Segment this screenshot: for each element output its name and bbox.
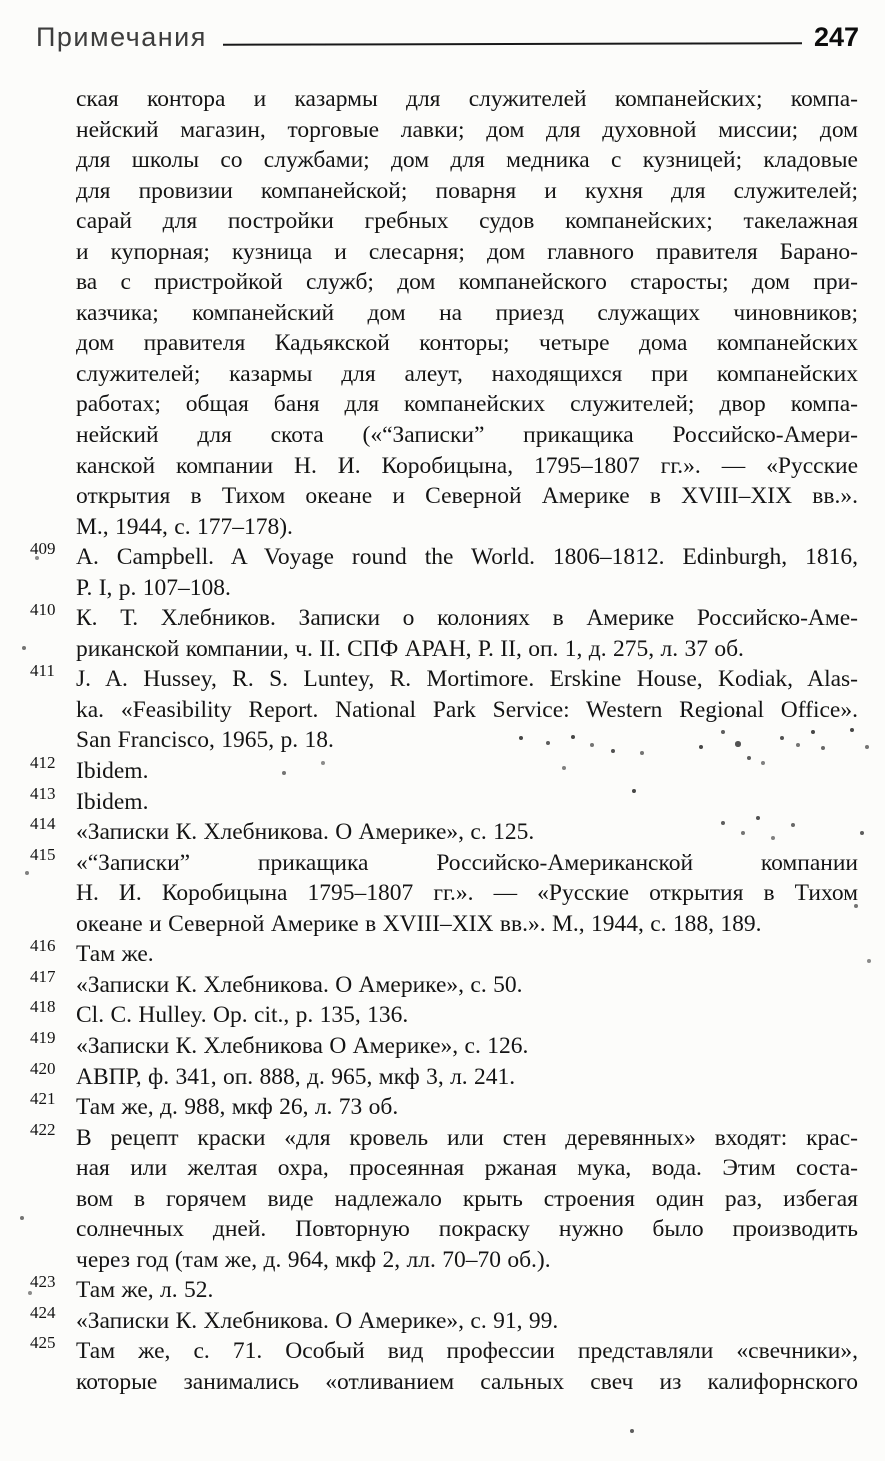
endnote-number: 418 <box>30 997 56 1017</box>
text-line: Н. И. Коробицына 1795–1807 гг.». — «Русские открытия в Тихом <box>76 880 858 907</box>
endnote-number: 422 <box>30 1119 56 1139</box>
endnote-410 <box>30 600 858 664</box>
endnote-415 <box>30 844 858 940</box>
text-line: нейский магазин, торговые лавки; дом для духовной миссии; дом <box>76 116 858 143</box>
endnote-number: 414 <box>30 814 56 834</box>
text-line: Ibidem. <box>76 788 149 815</box>
endnote-424 <box>30 1302 858 1337</box>
endnote-421 <box>30 1089 858 1123</box>
endnote-number: 421 <box>30 1089 56 1109</box>
text-line: нейский для скота («“Записки” прикащика Российско-Амери- <box>76 422 858 449</box>
endnote-number: 415 <box>30 844 56 864</box>
text-line: ная или желтая охра, просеянная ржаная мука, вода. Этим соста- <box>76 1155 858 1182</box>
continued-note-paragraph <box>76 84 858 542</box>
notes-text-block <box>30 84 858 1398</box>
text-line: открытия в Тихом океане и Северной Америке в XVIII–XIX вв.». <box>76 483 858 510</box>
endnote-number: 417 <box>30 966 56 986</box>
text-line: М., 1944, с. 177–178). <box>76 513 293 540</box>
text-line: работах; общая баня для компанейских служителей; двор компа- <box>76 391 858 418</box>
text-line: канской компании Н. И. Коробицына, 1795–1807 гг.». — «Русские <box>76 452 858 479</box>
text-line: К. Т. Хлебников. Записки о колониях в Америке Российско-Аме- <box>76 605 858 632</box>
endnote-416 <box>30 936 858 970</box>
endnote-420 <box>30 1058 858 1093</box>
endnote-number: 411 <box>30 661 55 681</box>
text-line: которые занимались «отливанием сальных свеч из калифорнского <box>76 1368 858 1395</box>
endnote-number: 409 <box>30 539 56 559</box>
endnote-412 <box>30 753 858 787</box>
text-line: океане и Северной Америке в XVIII–XIX вв.». М., 1944, с. 188, 189. <box>76 910 762 937</box>
endnote-423 <box>30 1272 858 1306</box>
endnote-414 <box>30 814 858 848</box>
text-line: сарай для постройки гребных судов компанейских; такелажная <box>76 208 858 235</box>
header-rule <box>223 42 802 46</box>
text-line: «Записки К. Хлебникова. О Америке», с. 50. <box>76 971 523 998</box>
endnote-number: 416 <box>30 936 56 956</box>
text-line: вом в горячем виде надлежало крыть строения один раз, избегая <box>76 1185 858 1212</box>
endnote-419 <box>30 1027 858 1062</box>
text-line: и купорная; кузница и слесарня; дом главного правителя Барано- <box>76 238 858 265</box>
text-line: ka. «Feasibility Report. National Park Service: Western Regional Office». <box>76 696 858 723</box>
text-line: ская контора и казармы для служителей компанейских; компа- <box>76 86 858 112</box>
text-line: J. A. Hussey, R. S. Luntey, R. Mortimore. Erskine House, Kodiak, Alas- <box>76 666 858 693</box>
text-line: «Записки К. Хлебникова. О Америке», с. 125. <box>76 819 535 846</box>
endnote-number: 425 <box>30 1333 56 1353</box>
text-line: казчика; компанейский дом на приезд служащих чиновников; <box>76 299 858 326</box>
endnote-417 <box>30 966 858 1001</box>
endnote-number: 423 <box>30 1272 56 1292</box>
text-line: «“Записки” прикащика Российско-Американской компании <box>76 849 858 876</box>
text-line: P. I, p. 107–108. <box>76 574 231 601</box>
endnote-number: 410 <box>30 600 56 620</box>
text-line: A. Campbell. A Voyage round the World. 1806–1812. Edinburgh, 1816, <box>76 544 858 571</box>
endnote-425 <box>30 1333 858 1397</box>
endnote-number: 419 <box>30 1027 56 1047</box>
endnote-number: 420 <box>30 1058 56 1078</box>
text-line: «Записки К. Хлебникова О Америке», с. 126. <box>76 1032 529 1059</box>
text-line: Cl. C. Hulley. Op. cit., p. 135, 136. <box>76 1002 409 1029</box>
running-header-title: Примечания <box>36 22 207 52</box>
text-line: для провизии компанейской; поварня и кухня для служителей; <box>76 177 858 204</box>
text-line: дом правителя Кадьякской конторы; четыре дома компанейских <box>76 330 858 357</box>
text-line: «Записки К. Хлебникова. О Америке», с. 91, 99. <box>76 1307 559 1334</box>
endnote-422 <box>30 1119 858 1276</box>
text-line: В рецепт краски «для кровель или стен деревянных» входят: крас- <box>76 1124 858 1151</box>
text-line: Ibidem. <box>76 758 149 785</box>
endnote-411 <box>30 661 858 756</box>
text-line: служителей; казармы для алеут, находящихся при компанейских <box>76 360 858 387</box>
text-line: через год (там же, д. 964, мкф 2, лл. 70–70 об.). <box>76 1246 551 1273</box>
text-line: риканской компании, ч. II. СПФ АРАН, Р. II, оп. 1, д. 275, л. 37 об. <box>76 635 744 662</box>
endnote-413 <box>30 783 858 818</box>
text-line: солнечных дней. Повторную покраску нужно было производить <box>76 1216 858 1243</box>
scan-noise-specks <box>0 0 2 2</box>
endnote-418 <box>30 997 858 1031</box>
text-line: Там же. <box>76 941 154 968</box>
text-line: Там же, с. 71. Особый вид профессии представляли «свечники», <box>76 1338 858 1365</box>
endnote-number: 412 <box>30 753 56 773</box>
text-line: для школы со службами; дом для медника с кузницей; кладовые <box>76 147 858 174</box>
page-number: 247 <box>813 22 859 52</box>
endnote-409 <box>30 539 858 603</box>
running-header <box>36 22 859 52</box>
endnote-number: 424 <box>30 1302 56 1322</box>
text-line: АВПР, ф. 341, оп. 888, д. 965, мкф 3, л. 241. <box>76 1063 516 1090</box>
text-line: San Francisco, 1965, p. 18. <box>76 727 334 754</box>
text-line: Там же, д. 988, мкф 26, л. 73 об. <box>76 1094 399 1121</box>
endnote-number: 413 <box>30 783 56 803</box>
text-line: ва с пристройкой служб; дом компанейского старосты; дом при- <box>76 269 858 296</box>
text-line: Там же, л. 52. <box>76 1277 214 1304</box>
